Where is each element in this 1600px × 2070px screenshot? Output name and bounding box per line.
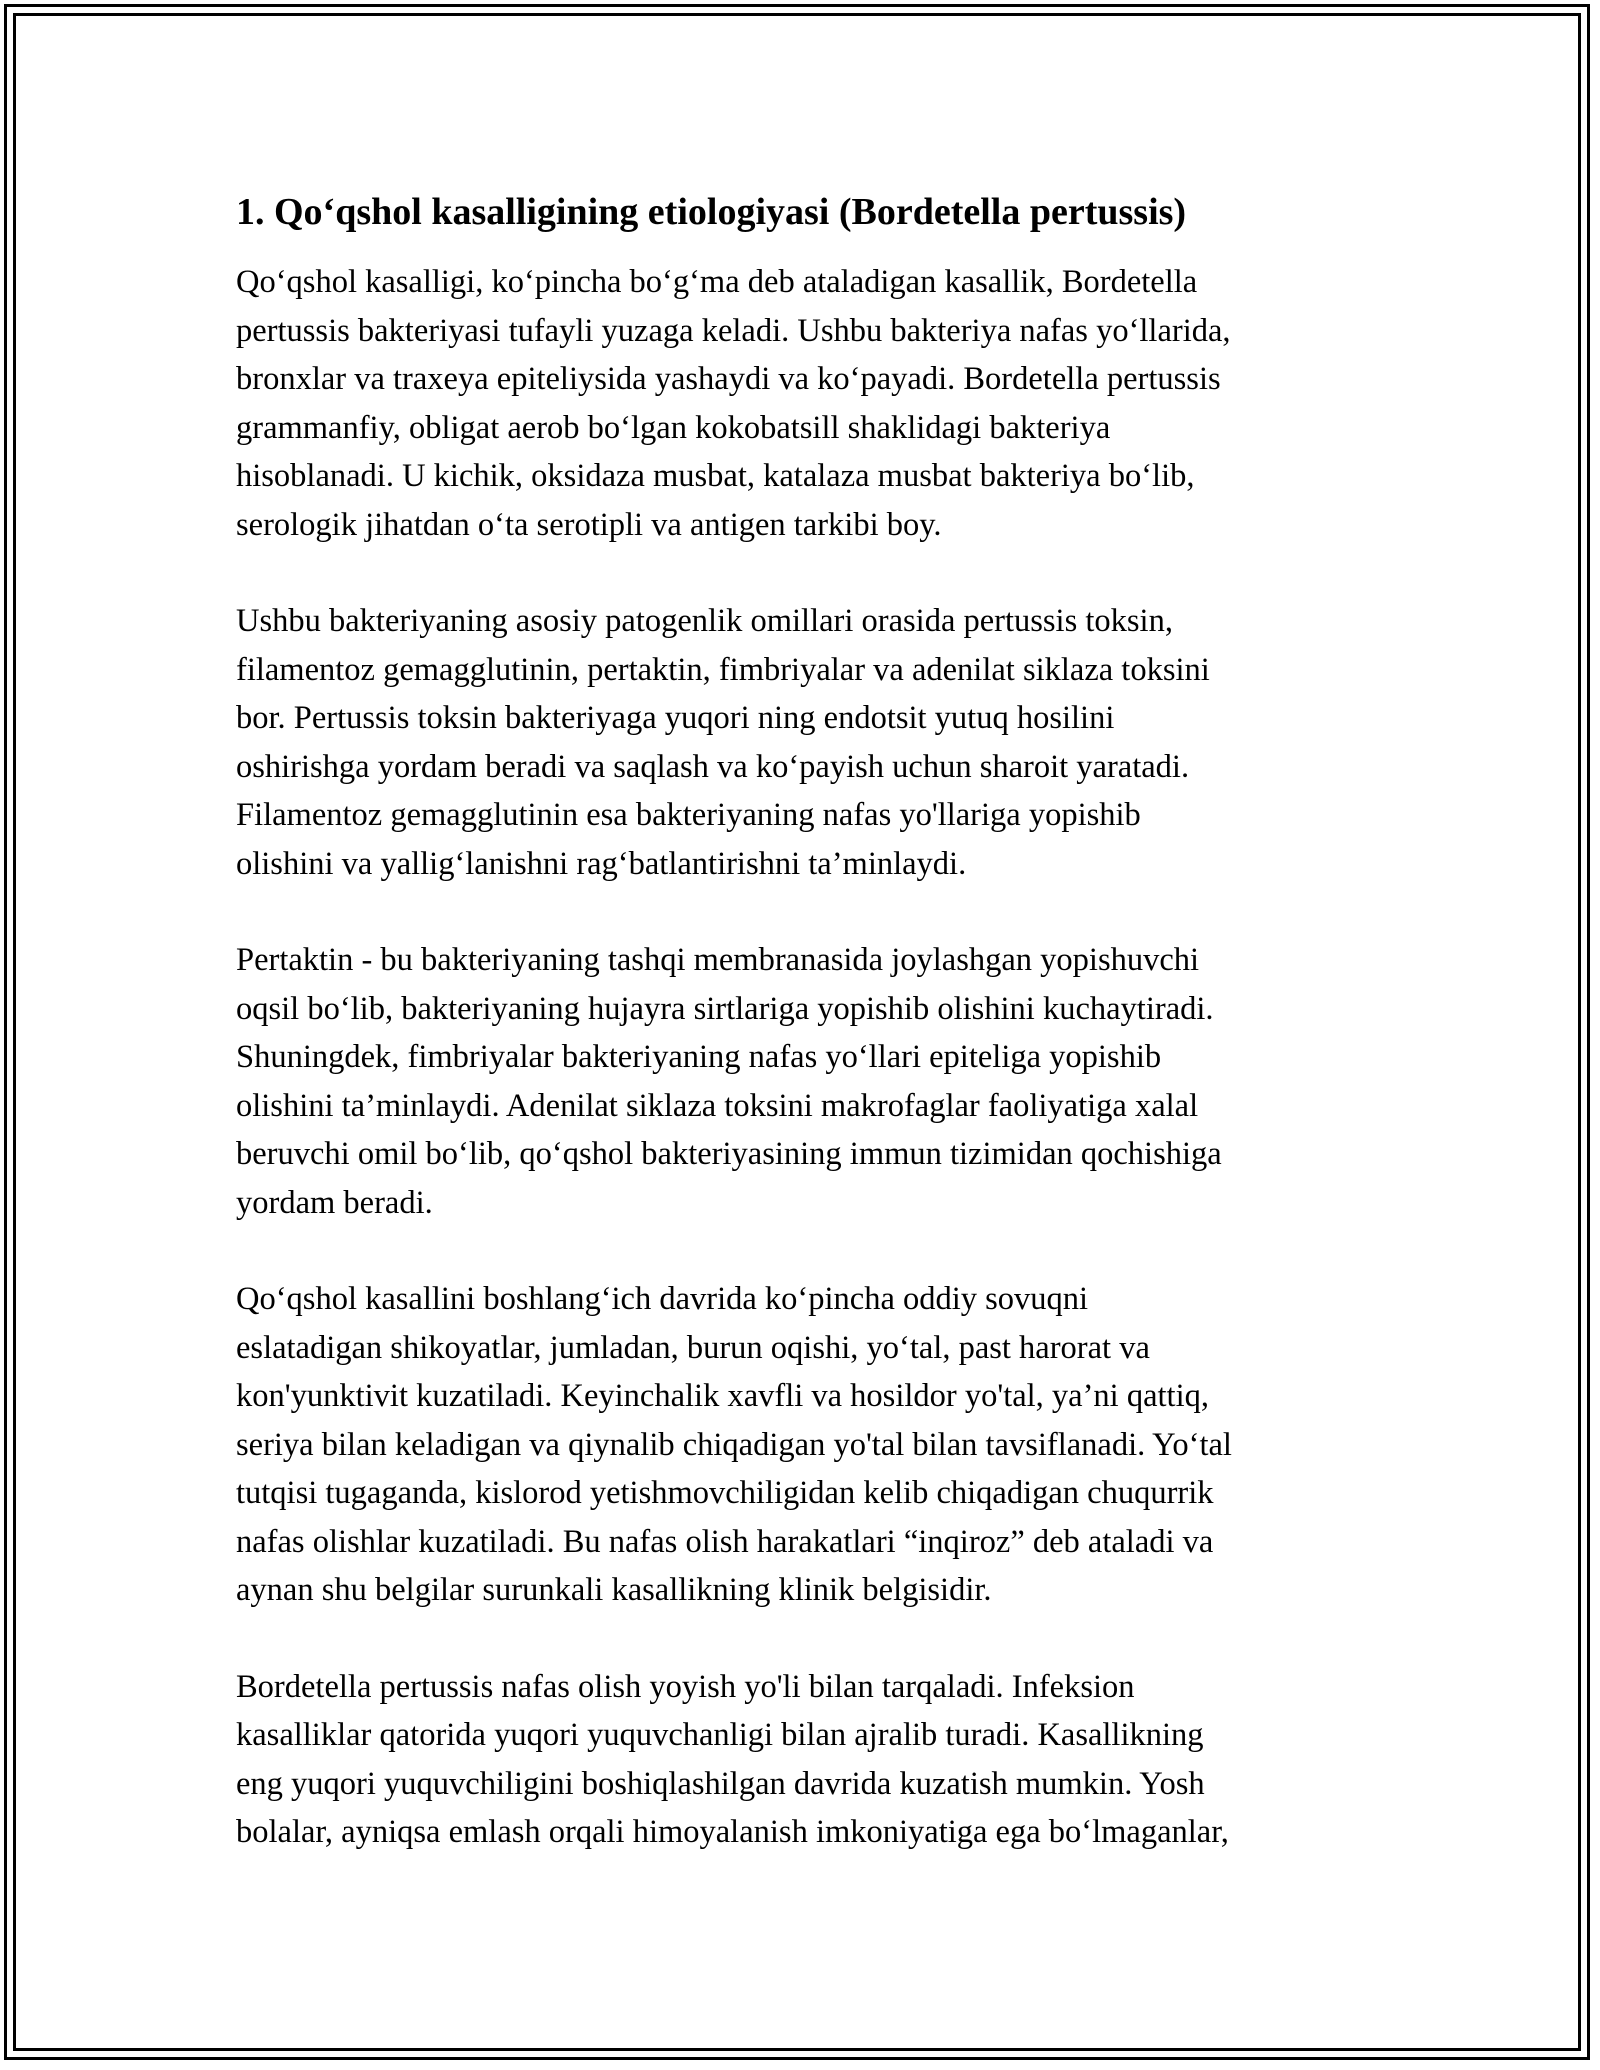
- paragraph-transmission: [236, 1663, 1376, 1857]
- paragraph-line: aynan shu belgilar surunkali kasallikning klinik belgisidir.: [236, 1572, 992, 1608]
- paragraph-line: bor. Pertussis toksin bakteriyaga yuqori ning endotsit yutuq hosilini: [236, 700, 1115, 736]
- document-title: 1. Qo‘qshol kasalligining etiologiyasi (Bordetella pertussis): [236, 191, 1187, 233]
- paragraph-line: seriya bilan keladigan va qiynalib chiqadigan yo'tal bilan tavsiflanadi. Yo‘tal: [236, 1426, 1232, 1463]
- paragraph-pertactin: [236, 936, 1376, 1227]
- paragraph-line: oqsil bo‘lib, bakteriyaning hujayra sirtlariga yopishib olishini kuchaytiradi.: [236, 990, 1214, 1027]
- paragraph-line: hisoblanadi. U kichik, oksidaza musbat, katalaza musbat bakteriya bo‘lib,: [236, 458, 1195, 494]
- paragraph-symptoms: [236, 1275, 1376, 1615]
- paragraph-line: kon'yunktivit kuzatiladi. Keyinchalik xavfli va hosildor yo'tal, ya’ni qattiq,: [236, 1378, 1209, 1414]
- paragraph-line: olishini va yallig‘lanishni rag‘batlantirishni ta’minlaydi.: [236, 845, 967, 882]
- paragraph-line: Filamentoz gemagglutinin esa bakteriyaning nafas yo'llariga yopishib: [236, 797, 1141, 833]
- paragraph-line: kasalliklar qatorida yuqori yuquvchanligi bilan ajralib turadi. Kasallikning: [236, 1717, 1204, 1753]
- paragraph-line: eslatadigan shikoyatlar, jumladan, burun oqishi, yo‘tal, past harorat va: [236, 1329, 1150, 1366]
- paragraph-line: bronxlar va traxeya epiteliysida yashaydi va ko‘payadi. Bordetella pertussis: [236, 361, 1221, 397]
- paragraph-line: grammanfiy, obligat aerob bo‘lgan kokobatsill shaklidagi bakteriya: [236, 409, 1111, 446]
- paragraph-line: Shuningdek, fimbriyalar bakteriyaning nafas yo‘llari epiteliga yopishib: [236, 1039, 1162, 1075]
- paragraph-line: filamentoz gemagglutinin, pertaktin, fimbriyalar va adenilat siklaza toksini: [236, 651, 1210, 688]
- paragraph-line: olishini ta’minlaydi. Adenilat siklaza toksini makrofaglar faoliyatiga xalal: [236, 1087, 1199, 1124]
- paragraph-line: tutqisi tugaganda, kislorod yetishmovchiligidan kelib chiqadigan chuqurrik: [236, 1475, 1214, 1511]
- paragraph-line: Qo‘qshol kasallini boshlang‘ich davrida ko‘pincha oddiy sovuqni: [236, 1281, 1089, 1317]
- paragraph-line: oshirishga yordam beradi va saqlash va ko‘payish uchun sharoit yaratadi.: [236, 748, 1190, 785]
- paragraph-line: Qo‘qshol kasalligi, ko‘pincha bo‘g‘ma deb ataladigan kasallik, Bordetella: [236, 264, 1198, 300]
- paragraph-line: yordam beradi.: [236, 1184, 433, 1221]
- paragraph-pathogenicity-factors: [236, 597, 1376, 888]
- paragraph-etiology: [236, 258, 1376, 549]
- paragraph-line: bolalar, ayniqsa emlash orqali himoyalanish imkoniyatiga ega bo‘lmaganlar,: [236, 1814, 1229, 1850]
- paragraph-line: eng yuqori yuquvchiligini boshiqlashilgan davrida kuzatish mumkin. Yosh: [236, 1765, 1205, 1802]
- paragraph-line: Bordetella pertussis nafas olish yoyish yo'li bilan tarqaladi. Infeksion: [236, 1668, 1135, 1705]
- paragraph-line: serologik jihatdan o‘ta serotipli va antigen tarkibi boy.: [236, 506, 942, 543]
- document-body: [236, 188, 1376, 1905]
- paragraph-line: Ushbu bakteriyaning asosiy patogenlik omillari orasida pertussis toksin,: [236, 603, 1173, 639]
- paragraph-line: beruvchi omil bo‘lib, qo‘qshol bakteriyasining immun tizimidan qochishiga: [236, 1136, 1222, 1172]
- paragraph-line: Pertaktin - bu bakteriyaning tashqi membranasida joylashgan yopishuvchi: [236, 942, 1200, 978]
- paragraph-line: nafas olishlar kuzatiladi. Bu nafas olish harakatlari “inqiroz” deb ataladi va: [236, 1523, 1214, 1560]
- paragraph-line: pertussis bakteriyasi tufayli yuzaga keladi. Ushbu bakteriya nafas yo‘llarida,: [236, 312, 1231, 349]
